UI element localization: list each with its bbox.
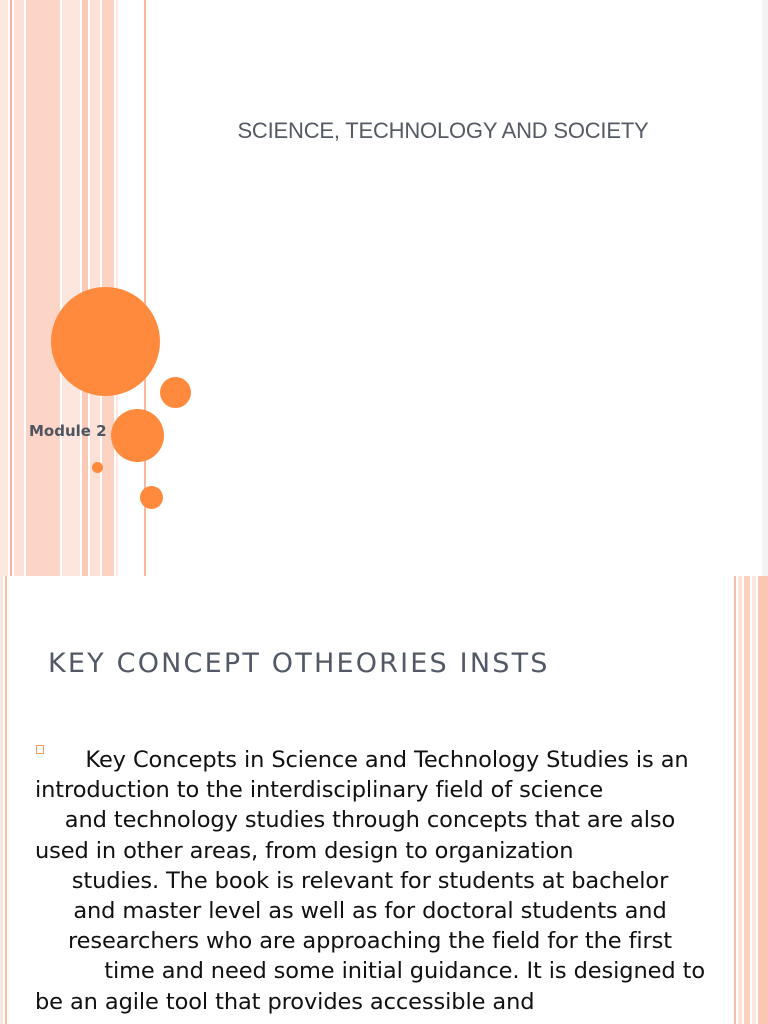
slide-title: SCIENCE, TECHNOLOGY AND SOCIETY <box>237 118 649 143</box>
decor-circle <box>160 377 191 408</box>
bullet-paragraph <box>35 745 705 1017</box>
decor-stripe <box>744 576 750 1024</box>
text-line: be an agile tool that provides accessible and <box>35 988 535 1015</box>
decor-stripe <box>762 0 768 576</box>
decor-circle <box>111 409 164 462</box>
decor-stripe <box>26 0 60 576</box>
text-line: introduction to the interdisciplinary field of science <box>35 777 604 804</box>
text-line: and technology studies through concepts that are also <box>64 807 676 834</box>
decor-stripe <box>14 0 24 576</box>
decor-stripe <box>5 576 7 1024</box>
text-line: studies. The book is relevant for students at bachelor <box>71 867 669 894</box>
decor-stripe <box>0 0 8 576</box>
decor-stripe <box>758 576 768 1024</box>
decor-circle-large <box>51 287 160 396</box>
slide-subtitle: Module 2 <box>29 422 107 440</box>
text-line: and master level as well as for doctoral students and <box>73 898 667 925</box>
text-line: researchers who are approaching the field for the first <box>67 928 673 955</box>
decor-stripe <box>62 0 80 576</box>
text-line: time and need some initial guidance. It is designed to <box>104 958 705 985</box>
slide-title: KEY CONCEPT OTHEORIES INSTS <box>48 648 550 679</box>
decor-stripe <box>752 576 756 1024</box>
decor-circle-small <box>92 462 103 473</box>
decor-circle <box>140 486 163 509</box>
text-line: used in other areas, from design to organization <box>35 837 574 864</box>
decor-stripe <box>82 0 88 576</box>
decor-stripe <box>738 576 742 1024</box>
decor-stripe <box>0 576 3 1024</box>
decor-stripe <box>10 0 12 576</box>
decor-stripe <box>734 576 736 1024</box>
text-line: Key Concepts in Science and Technology Studies is an <box>85 747 689 773</box>
